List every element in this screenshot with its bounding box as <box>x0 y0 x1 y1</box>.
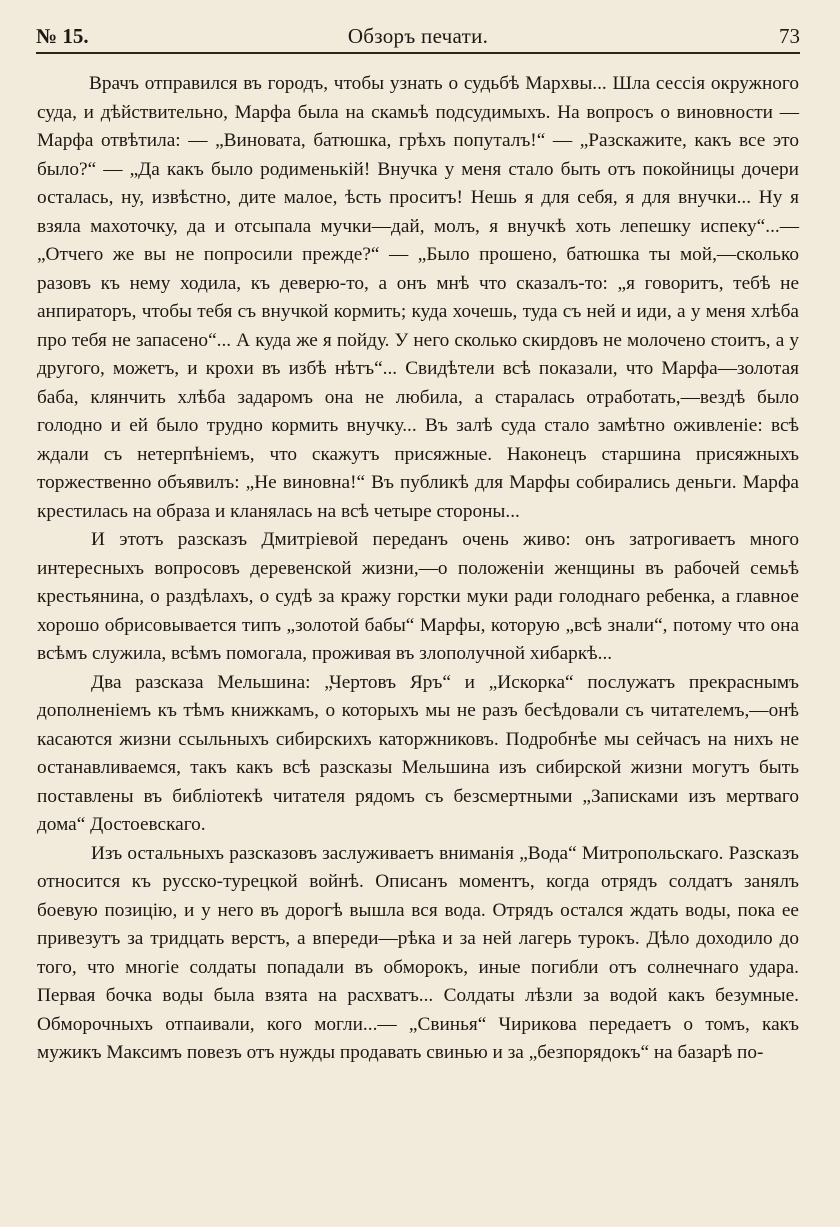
paragraph: Врачъ отправился въ городъ, чтобы узнать о судьбѣ Мархвы... Шла сессія окружного суда, и дѣйствительно, Марфа была на скамьѣ подсудимыхъ. На вопросъ о виновности —Марфа отвѣтила: — „Виновата, батюшка, грѣхъ попуталъ!“ — „Разскажите, какъ все это было?“ — „Да какъ было родименькій! Внучка у меня стало быть отъ покойницы дочери осталась, ну, извѣстно, дите малое, ѣсть проситъ! Нешь я для себя, я для внучки... Ну я взяла махоточку, да и отсыпала мучки—дай, молъ, я внучкѣ хоть лепешку испеку“...— „Отчего же вы не попросили прежде?“ — „Было прошено, батюшка ты мой,—сколько разовъ къ нему ходила, къ деверю-то, а онъ мнѣ что сказалъ-то: „я говоритъ, тебѣ не анпираторъ, чтобы тебя съ внучкой кормить; куда хочешь, туда съ ней и иди, а у меня хлѣба про тебя не запасено“... А куда же я пойду. У него сколько скирдовъ не молочено стоитъ, а у другого, можетъ, и крохи въ избѣ нѣтъ“... Свидѣтели всѣ показали, что Марфа—золотая баба, клянчить хлѣба задаромъ она не любила, а старалась отработать,—вездѣ было голодно и ей было трудно кормить внучку... Въ залѣ суда стало замѣтно оживленіе: всѣ ждали съ нетерпѣніемъ, что скажутъ присяжные. Наконецъ старшина присяжныхъ торжественно объявилъ: „Не виновна!“ Въ публикѣ для Марфы собирались деньги. Марфа крестилась на образа и кланялась на всѣ четыре стороны... <box>37 73 799 522</box>
paragraph: Два разсказа Мельшина: „Чертовъ Яръ“ и „Искорка“ послужатъ прекраснымъ дополненіемъ къ тѣмъ книжкамъ, о которыхъ мы не разъ бесѣдовали съ читателемъ,—онѣ касаются жизни ссыльныхъ сибирскихъ каторжниковъ. Подробнѣе мы сейчасъ на нихъ не останавливаемся, такъ какъ всѣ разсказы Мельшина изъ сибирской жизни могутъ быть поставлены въ библіотекѣ читателя рядомъ съ безсмертными „Записками изъ мертваго дома“ Достоевскаго. <box>37 671 799 835</box>
page-number: 73 <box>779 24 800 48</box>
issue-number: № 15. <box>36 24 89 48</box>
paragraph: Изъ остальныхъ разсказовъ заслуживаетъ вниманія „Вода“ Митропольскаго. Разсказъ относится къ русско-турецкой войнѣ. Описанъ моментъ, когда отрядъ солдатъ занялъ боевую позицію, и у него въ дорогѣ вышла вся вода. Отрядъ остался ждать воды, пока ее привезутъ за тридцать верстъ, а впереди—рѣка и за ней лагерь турокъ. Дѣло доходило до того, что многіе солдаты попадали въ обморокъ, иные погибли отъ солнечнаго удара. Первая бочка воды была взята на расхватъ... Солдаты лѣзли за водой какъ безумные. Обморочныхъ отпаивали, кого могли...— „Свинья“ Чирикова передаетъ о томъ, какъ мужикъ Максимъ повезъ отъ нужды продавать свинью и за „безпорядокъ“ на базарѣ по- <box>37 842 799 1063</box>
paragraph: И этотъ разсказъ Дмитріевой переданъ очень живо: онъ затрогиваетъ много интересныхъ вопросовъ деревенской жизни,—о положеніи женщины въ рабочей семьѣ крестьянина, о раздѣлахъ, о судѣ за кражу горстки муки ради голоднаго ребенка, а главное хорошо обрисовывается типъ „золотой бабы“ Марфы, которую „всѣ знали“, потому что она всѣмъ служила, всѣмъ помогала, проживая въ злополучной хибаркѣ... <box>37 529 799 664</box>
header-rule <box>36 52 800 54</box>
running-title: Обзоръ печати. <box>347 24 489 48</box>
page-header <box>36 20 800 50</box>
article-body <box>37 70 799 1068</box>
